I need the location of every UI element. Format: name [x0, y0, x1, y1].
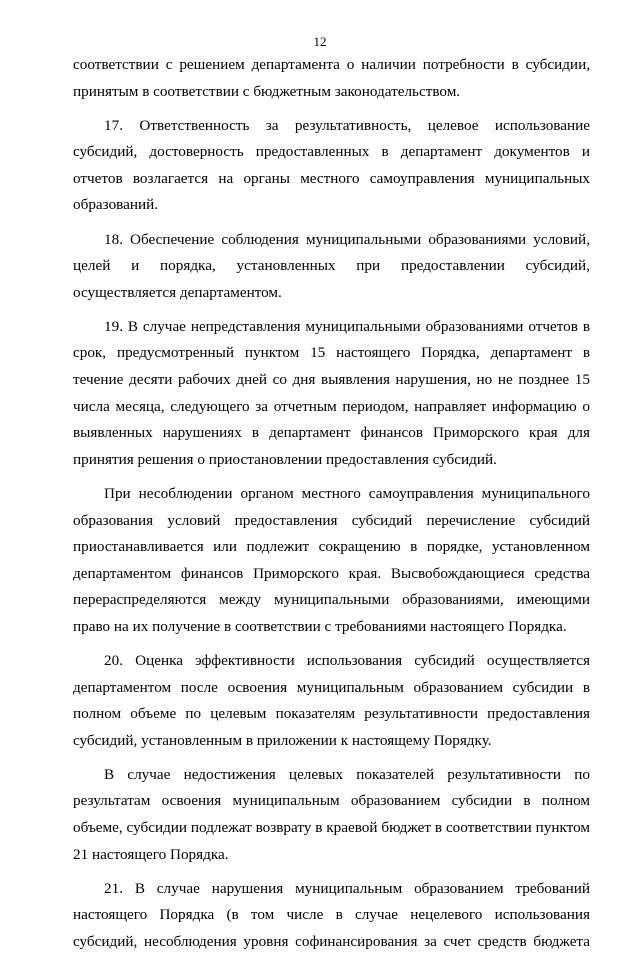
- page-number: 12: [313, 34, 327, 49]
- paragraph-20: 20. Оценка эффективности использования субсидий осуществляется департаментом после освоения муниципальным образованием субсидии в полном объеме по целевым показателям результативности предоставления субсидий, установленным в приложении к настоящему Порядку.: [73, 651, 590, 749]
- document-body: [73, 52, 590, 963]
- paragraph-20-refund: В случае недостижения целевых показателей результативности по результатам освоения муниципальным образованием субсидии в полном объеме, субсидии подлежат возврату в краевой бюджет в соответствии пунктом 21 настоящего Порядка.: [73, 765, 590, 863]
- paragraph-18: 18. Обеспечение соблюдения муниципальными образованиями условий, целей и порядка, установленных при предоставлении субсидий, осуществляется департаментом.: [73, 230, 590, 301]
- paragraph-17: 17. Ответственность за результативность, целевое использование субсидий, достоверность предоставленных в департамент документов и отчетов возлагается на органы местного самоуправления муниципальных образований.: [73, 116, 590, 214]
- paragraph-19-suspension: При несоблюдении органом местного самоуправления муниципального образования условий предоставления субсидий перечисление субсидий приостанавливается или подлежит сокращению в порядке, установленном департаментом финансов Приморского края. Высвобождающиеся средства перераспределяются между муниципальными образованиями, имеющими право на их получение в соответствии с требованиями настоящего Порядка.: [73, 484, 590, 635]
- paragraph-21: 21. В случае нарушения муниципальным образованием требований настоящего Порядка (в том числе в случае нецелевого использования субсидий, несоблюдения уровня софинансирования за счет средств бюджета: [73, 879, 590, 950]
- paragraph-continuation: соответствии с решением департамента о наличии потребности в субсидии, принятым в соответствии с бюджетным законодательством.: [73, 56, 590, 100]
- paragraph-19: 19. В случае непредставления муниципальными образованиями отчетов в срок, предусмотренный пунктом 15 настоящего Порядка, департамент в течение десяти рабочих дней со дня выявления нарушения, но не позднее 15 числа месяца, следующего за отчетным периодом, направляет информацию о выявленных нарушениях в департамент финансов Приморского края для принятия решения о приостановлении предоставления субсидий.: [73, 317, 590, 468]
